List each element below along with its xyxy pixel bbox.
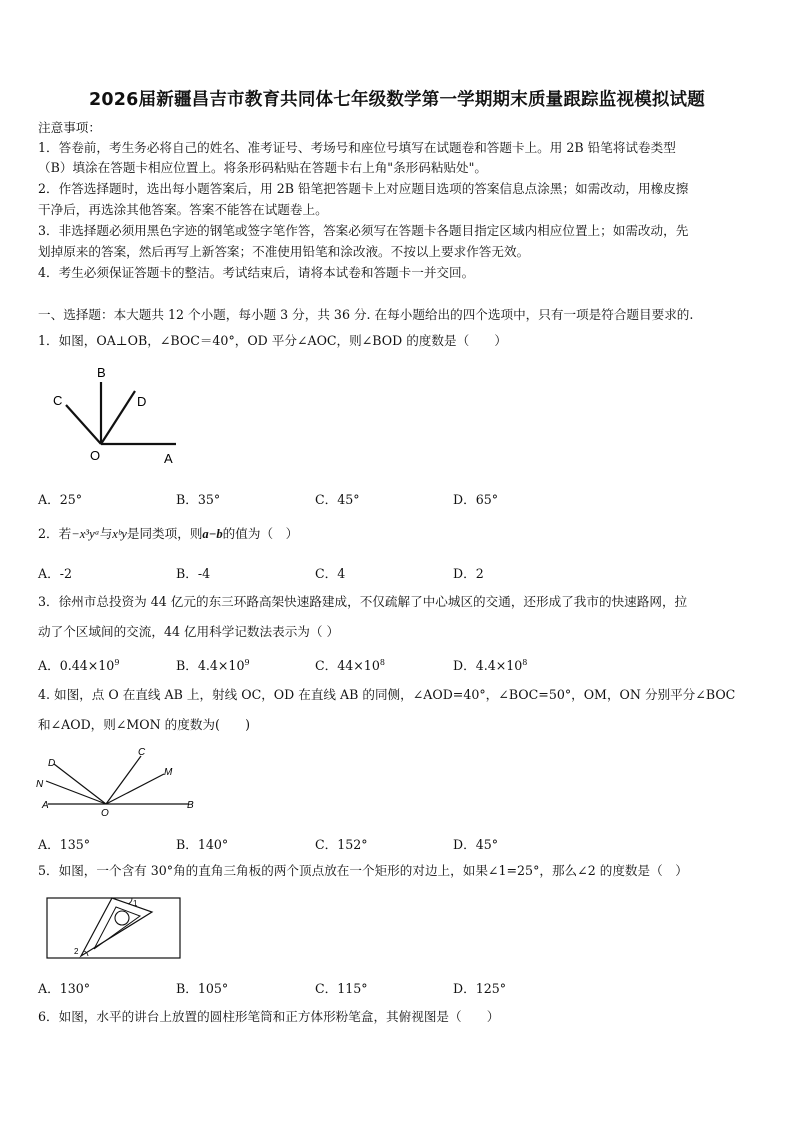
q3-choice-a: A．$0.44\times 10^9$ xyxy=(38,658,120,673)
section-heading: 一、选择题：本大题共 12 个小题，每小题 3 分，共 36 分. 在每小题给出的四个选项中，只有一项是符合题目要求的. xyxy=(38,307,694,322)
q2-text-1: 2．若 xyxy=(38,526,72,541)
q4-label-n: N xyxy=(36,779,44,790)
q1-label-b: B xyxy=(97,365,106,380)
q2-math-1: −x³yᵃ xyxy=(71,527,100,541)
note-1b: （B）填涂在答题卡相应位置上。将条形码粘贴在答题卡右上角"条形码粘贴处"。 xyxy=(38,160,488,175)
q2-choice-a: A．-2 xyxy=(38,566,72,581)
q2-stem xyxy=(38,526,760,542)
q4-label-a: A xyxy=(42,800,49,811)
note-3b: 划掉原来的答案，然后再写上新答案；不准使用铅笔和涂改液。不按以上要求作答无效。 xyxy=(38,244,530,259)
q3-stem-b: 动了个区域间的交流，44 亿用科学记数法表示为（ ） xyxy=(38,624,340,639)
q4-label-d: D xyxy=(48,758,56,769)
q4-stem-b: 和∠AOD，则∠MON 的度数为( ) xyxy=(38,717,251,732)
q4-label-o: O xyxy=(101,808,109,819)
note-4: 4．考生必须保证答题卡的整洁。考试结束后，请将本试卷和答题卡一并交回。 xyxy=(38,265,475,280)
q6-stem: 6．如图，水平的讲台上放置的圆柱形笔筒和正方体形粉笔盒，其俯视图是（ ） xyxy=(38,1009,500,1024)
q5-choice-c: C．115° xyxy=(315,981,368,996)
q2-text-3: 是同类项，则 xyxy=(126,526,203,541)
q5-stem: 5．如图，一个含有 30°角的直角三角板的两个顶点放在一个矩形的对边上，如果∠1=25°，那么∠2 的度数是（ ） xyxy=(38,863,688,878)
q3-choice-d: D．$4.4\times 10^8$ xyxy=(453,658,528,673)
q5-choice-a: A．130° xyxy=(38,981,91,996)
q2-choice-c: C．4 xyxy=(315,566,346,581)
notes-heading: 注意事项： xyxy=(38,120,101,135)
exam-title: 2026届新疆昌吉市教育共同体七年级数学第一学期期末质量跟踪监视模拟试题 xyxy=(89,90,705,110)
q4-stem-a: 4. 如图，点 O 在直线 AB 上，射线 OC，OD 在直线 AB 的同侧，∠AOD=40°，∠BOC=50°，OM，ON 分别平分∠BOC xyxy=(38,687,736,702)
q1-label-a: A xyxy=(164,451,173,466)
q5-label-2: 2 xyxy=(74,947,79,956)
q1-figure xyxy=(44,360,184,468)
q2-math-2: xᵇy xyxy=(112,527,127,541)
q4-choice-b: B．140° xyxy=(176,837,229,852)
q1-choice-b: B．35° xyxy=(176,492,221,507)
q4-label-b: B xyxy=(187,800,194,811)
q1-label-o: O xyxy=(90,448,101,463)
q4-label-c: C xyxy=(138,747,146,758)
note-2a: 2．作答选择题时，选出每小题答案后，用 2B 铅笔把答题卡上对应题目选项的答案信息点涂黑；如需改动，用橡皮擦 xyxy=(38,181,689,196)
q4-choice-a: A．135° xyxy=(38,837,91,852)
q5-choice-b: B．105° xyxy=(176,981,229,996)
q5-choice-d: D．125° xyxy=(453,981,507,996)
q4-choice-c: C．152° xyxy=(315,837,368,852)
q5-label-1: 1 xyxy=(133,899,138,908)
q4-figure xyxy=(34,744,204,820)
q1-label-d: D xyxy=(137,394,147,409)
q5-figure xyxy=(44,894,184,962)
q2-text-4: 的值为（ ） xyxy=(222,526,299,541)
q1-choice-a: A．25° xyxy=(38,492,83,507)
q3-choice-b: B．$4.4\times 10^9$ xyxy=(176,658,250,673)
note-1a: 1．答卷前，考生务必将自己的姓名、准考证号、考场号和座位号填写在试题卷和答题卡上。用 2B 铅笔将试卷类型 xyxy=(38,140,676,155)
q3-stem-a: 3．徐州市总投资为 44 亿元的东三环路高架快速路建成，不仅疏解了中心城区的交通，还形成了我市的快速路网，拉 xyxy=(38,594,688,609)
q1-label-c: C xyxy=(53,393,63,408)
note-3a: 3．非选择题必须用黑色字迹的钢笔或签字笔作答，答案必须写在答题卡各题目指定区域内相应位置上；如需改动，先 xyxy=(38,223,689,238)
q4-label-m: M xyxy=(164,767,173,778)
q3-choice-c: C．$44\times 10^8$ xyxy=(315,658,385,673)
q1-stem: 1．如图，OA⊥OB，∠BOC＝40°，OD 平分∠AOC，则∠BOD 的度数是（ ） xyxy=(38,333,507,348)
q1-choice-d: D．65° xyxy=(453,492,499,507)
q4-choice-d: D．45° xyxy=(453,837,499,852)
q1-choice-c: C．45° xyxy=(315,492,360,507)
q2-math-3: a−b xyxy=(202,527,223,541)
q2-choice-d: D．2 xyxy=(453,566,484,581)
q2-choice-b: B．-4 xyxy=(176,566,211,581)
q2-text-2: 与 xyxy=(99,526,113,541)
note-2b: 干净后，再选涂其他答案。答案不能答在试题卷上。 xyxy=(38,202,328,217)
